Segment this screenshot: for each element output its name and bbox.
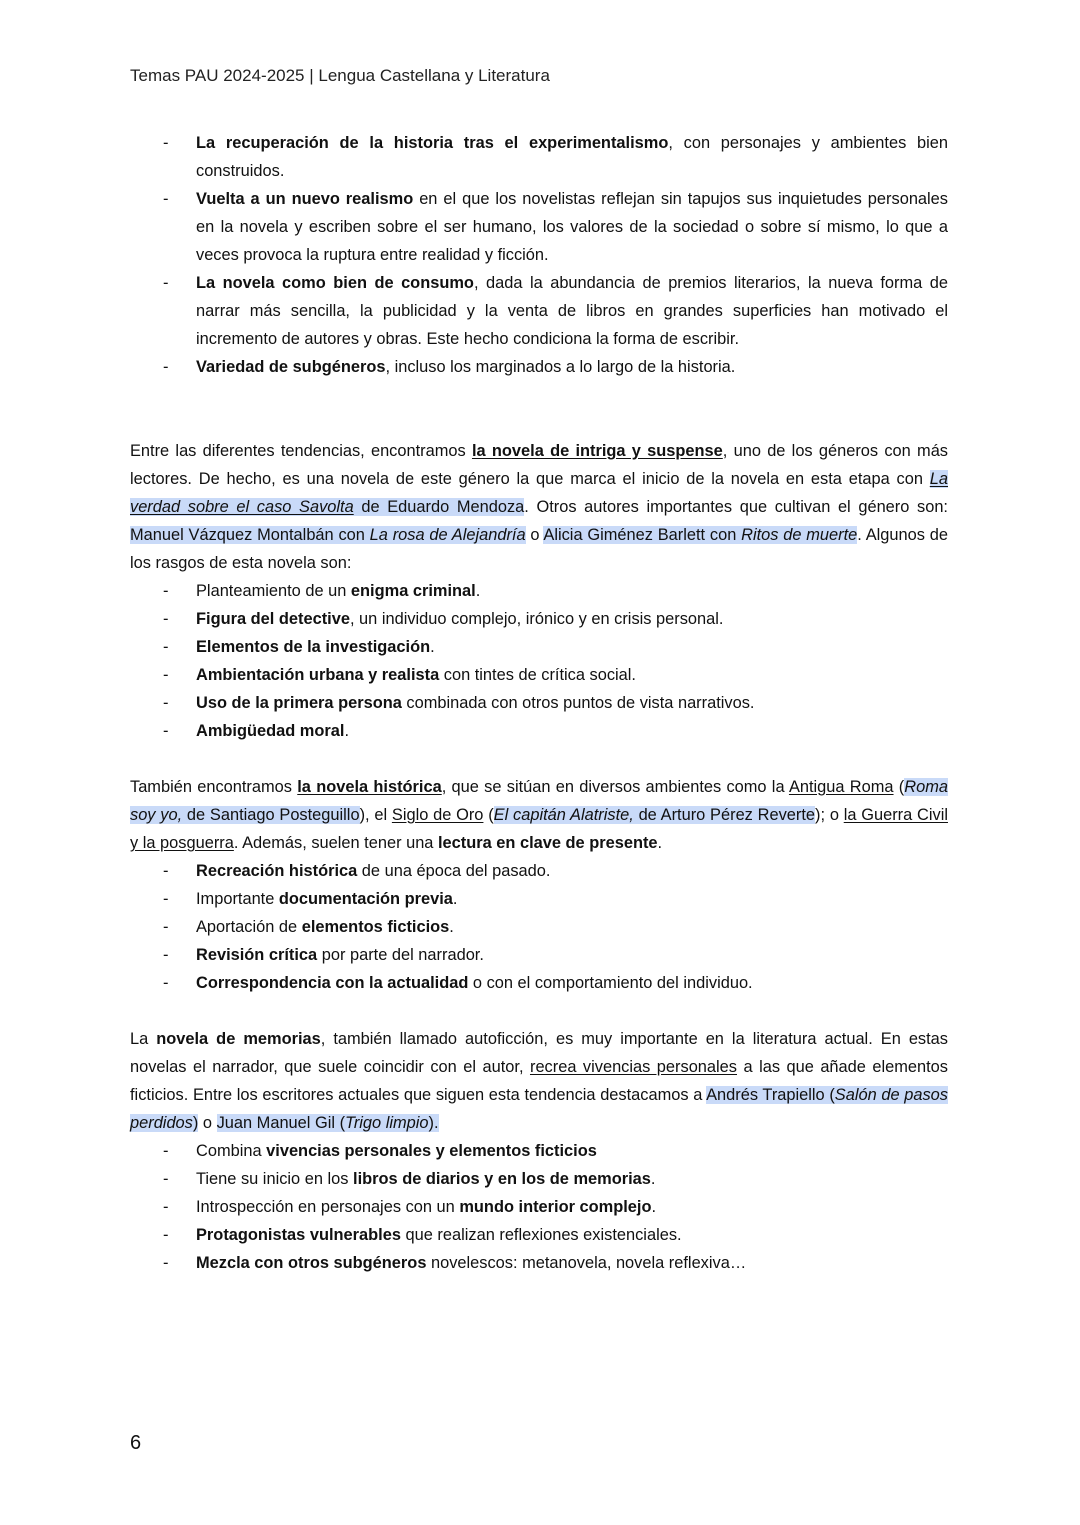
text-run: . Además, suelen tener una	[233, 834, 438, 852]
list-item	[130, 129, 948, 185]
list-item	[130, 969, 948, 997]
list-item	[130, 857, 948, 885]
page-number: 6	[130, 1432, 142, 1454]
text-run: .	[449, 918, 454, 936]
dash-bullet-icon: -	[163, 190, 169, 208]
highlighted-text: Manuel Vázquez Montalbán con	[130, 526, 370, 544]
text-run: Entre las diferentes tendencias, encontramos	[130, 442, 472, 460]
text-run: con tintes de crítica social.	[439, 666, 636, 684]
dash-bullet-icon: -	[163, 918, 169, 936]
paragraph	[130, 437, 948, 577]
text-run: ); o	[815, 806, 844, 824]
list-item	[130, 661, 948, 689]
bold-text: elementos ficticios	[301, 918, 450, 936]
underlined-text: recrea vivencias personales	[529, 1058, 737, 1076]
bold-text: Variedad de subgéneros	[196, 358, 386, 376]
text-run: por parte del narrador.	[317, 946, 484, 964]
bold-text: Vuelta a un nuevo realismo	[196, 190, 414, 208]
dash-bullet-icon: -	[163, 1198, 169, 1216]
text-run: .	[475, 582, 481, 600]
underlined-text: la novela de intriga y suspense	[471, 442, 723, 460]
list-item	[130, 605, 948, 633]
highlighted-text: Salón de pasos perdidos	[130, 1086, 948, 1132]
text-run: .	[430, 638, 435, 656]
dash-bullet-icon: -	[163, 862, 169, 880]
list-item	[130, 1165, 948, 1193]
bold-text: Ambientación urbana y realista	[196, 666, 440, 684]
text-run: novelescos: metanovela, novela reflexiva…	[426, 1254, 747, 1272]
list-item	[130, 1221, 948, 1249]
spacer	[130, 997, 948, 1025]
text-run: (	[483, 806, 494, 824]
text-run: . Algunos de los rasgos de esta novela son:	[130, 526, 948, 572]
dash-bullet-icon: -	[163, 974, 169, 992]
text-run: Aportación de	[196, 918, 302, 936]
paragraph	[130, 1025, 948, 1137]
text-run: , incluso los marginados a lo largo de la historia.	[385, 358, 736, 376]
underlined-text: la novela histórica	[297, 778, 442, 796]
text-run: .	[452, 890, 458, 908]
list-item	[130, 353, 948, 381]
highlighted-text: Andrés Trapiello (	[706, 1086, 835, 1104]
underlined-text: Antigua Roma	[788, 778, 894, 796]
list-item	[130, 633, 948, 661]
dash-bullet-icon: -	[163, 890, 169, 908]
text-run: . Otros autores importantes que cultivan el género son:	[524, 498, 948, 516]
highlighted-text: Ritos de muerte	[741, 526, 858, 544]
text-run: Importante	[196, 890, 279, 908]
highlighted-text: de Arturo Pérez Reverte	[633, 806, 816, 824]
bold-text: novela de memorias	[156, 1030, 321, 1048]
bold-text: La novela como bien de consumo	[196, 274, 474, 292]
text-run: .	[651, 1198, 657, 1216]
bold-text: Figura del detective	[196, 610, 350, 628]
text-run: , que se sitúan en diversos ambientes como la	[441, 778, 789, 796]
text-run: , dada la abundancia de premios literarios, la nueva forma de narrar más sencilla, la publicidad y la venta de libros en grandes superficies han motivado el incremento de autores y obras. Este hecho condiciona la forma de escribir.	[196, 274, 949, 348]
text-run: que realizan reflexiones existenciales.	[400, 1226, 682, 1244]
highlighted-text: La rosa de Alejandría	[369, 526, 526, 544]
bold-text: Protagonistas vulnerables	[196, 1226, 401, 1244]
dash-list	[130, 1137, 948, 1277]
highlighted-text: de Eduardo Mendoza	[353, 498, 525, 516]
dash-bullet-icon: -	[163, 638, 169, 656]
bold-text: Mezcla con otros subgéneros	[196, 1254, 427, 1272]
underlined-text: Siglo de Oro	[391, 806, 484, 824]
bold-text: vivencias personales y elementos ficticios	[266, 1142, 597, 1160]
text-run: , uno de los géneros con más lectores. De hecho, es una novela de este género la que marca el inicio de la novela en esta etapa con	[130, 442, 949, 488]
highlighted-text: Juan Manuel Gil (	[216, 1114, 346, 1132]
text-run: .	[344, 722, 350, 740]
page-header: Temas PAU 2024-2025 | Lengua Castellana y Literatura	[130, 66, 550, 85]
text-run: .	[650, 1170, 656, 1188]
dash-bullet-icon: -	[163, 274, 169, 292]
bold-text: Ambigüedad moral	[196, 722, 345, 740]
text-run: o	[525, 526, 544, 544]
bold-text: documentación previa	[278, 890, 453, 908]
list-item	[130, 717, 948, 745]
bold-text: Revisión crítica	[196, 946, 318, 964]
list-item	[130, 1137, 948, 1165]
list-item	[130, 913, 948, 941]
bold-text: Uso de la primera persona	[196, 694, 402, 712]
dash-bullet-icon: -	[163, 134, 169, 152]
text-run: , con personajes y ambientes bien construidos.	[196, 134, 948, 180]
bold-text: La recuperación de la historia tras el experimentalismo	[196, 134, 669, 152]
dash-bullet-icon: -	[163, 610, 169, 628]
bold-text: Recreación histórica	[196, 862, 358, 880]
dash-bullet-icon: -	[163, 946, 169, 964]
highlighted-text: ).	[428, 1114, 439, 1132]
bold-text: mundo interior complejo	[459, 1198, 652, 1216]
text-run: Tiene su inicio en los	[196, 1170, 354, 1188]
list-item	[130, 885, 948, 913]
list-item	[130, 941, 948, 969]
dash-list	[130, 857, 948, 997]
list-item	[130, 689, 948, 717]
text-run: La	[130, 1030, 157, 1048]
bold-text: libros de diarios y en los de memorias	[353, 1170, 651, 1188]
list-item	[130, 577, 948, 605]
list-item	[130, 185, 948, 269]
text-run: Combina	[196, 1142, 267, 1160]
text-run: También encontramos	[130, 778, 298, 796]
dash-bullet-icon: -	[163, 666, 169, 684]
dash-bullet-icon: -	[163, 722, 169, 740]
dash-bullet-icon: -	[163, 1170, 169, 1188]
dash-bullet-icon: -	[163, 694, 169, 712]
text-run: , también llamado autoficción, es muy importante en la literatura actual. En estas novelas el narrador, que suele coincidir con el autor,	[130, 1030, 948, 1076]
highlighted-text: Roma soy yo,	[130, 778, 948, 824]
text-run: o	[198, 1114, 217, 1132]
highlighted-text: El capitán Alatriste,	[493, 806, 634, 824]
dash-bullet-icon: -	[163, 1254, 169, 1272]
spacer	[130, 381, 948, 437]
dash-bullet-icon: -	[163, 358, 169, 376]
text-run: a las que añade elementos ficticios. Entre los escritores actuales que siguen esta tendencia destacamos a	[130, 1058, 948, 1104]
paragraph	[130, 773, 948, 857]
bold-text: Correspondencia con la actualidad	[196, 974, 469, 992]
bold-text: lectura en clave de presente	[437, 834, 658, 852]
dash-list	[130, 129, 948, 381]
text-run: o con el comportamiento del individuo.	[468, 974, 753, 992]
list-item	[130, 1249, 948, 1277]
dash-bullet-icon: -	[163, 582, 169, 600]
text-run: combinada con otros puntos de vista narrativos.	[401, 694, 755, 712]
text-run: de una época del pasado.	[357, 862, 551, 880]
underlined-text: la Guerra Civil y la posguerra	[130, 806, 948, 852]
list-item	[130, 1193, 948, 1221]
dash-list	[130, 577, 948, 745]
text-run: , un individuo complejo, irónico y en crisis personal.	[349, 610, 724, 628]
text-run: Introspección en personajes con un	[196, 1198, 460, 1216]
list-item	[130, 269, 948, 353]
text-run: en el que los novelistas reflejan sin tapujos sus inquietudes personales en la novela y escriben sobre el ser humano, los valores de la sociedad o sobre sí mismo, lo que a veces provoca la ruptura entre realidad y ficción.	[196, 190, 948, 264]
text-run: .	[657, 834, 663, 852]
bold-text: Elementos de la investigación	[196, 638, 431, 656]
spacer	[130, 745, 948, 773]
highlighted-text: de Santiago Posteguillo	[182, 806, 360, 824]
bold-text: enigma criminal	[350, 582, 476, 600]
text-run: ), el	[359, 806, 392, 824]
highlighted-text: )	[192, 1114, 199, 1132]
highlighted-text: Alicia Giménez Barlett con	[543, 526, 742, 544]
highlighted-text: La verdad sobre el caso Savolta	[130, 470, 948, 516]
highlighted-text: Trigo limpio	[345, 1114, 429, 1132]
document-body	[130, 129, 948, 1277]
dash-bullet-icon: -	[163, 1142, 169, 1160]
text-run: Planteamiento de un	[196, 582, 351, 600]
text-run: (	[893, 778, 905, 796]
dash-bullet-icon: -	[163, 1226, 169, 1244]
